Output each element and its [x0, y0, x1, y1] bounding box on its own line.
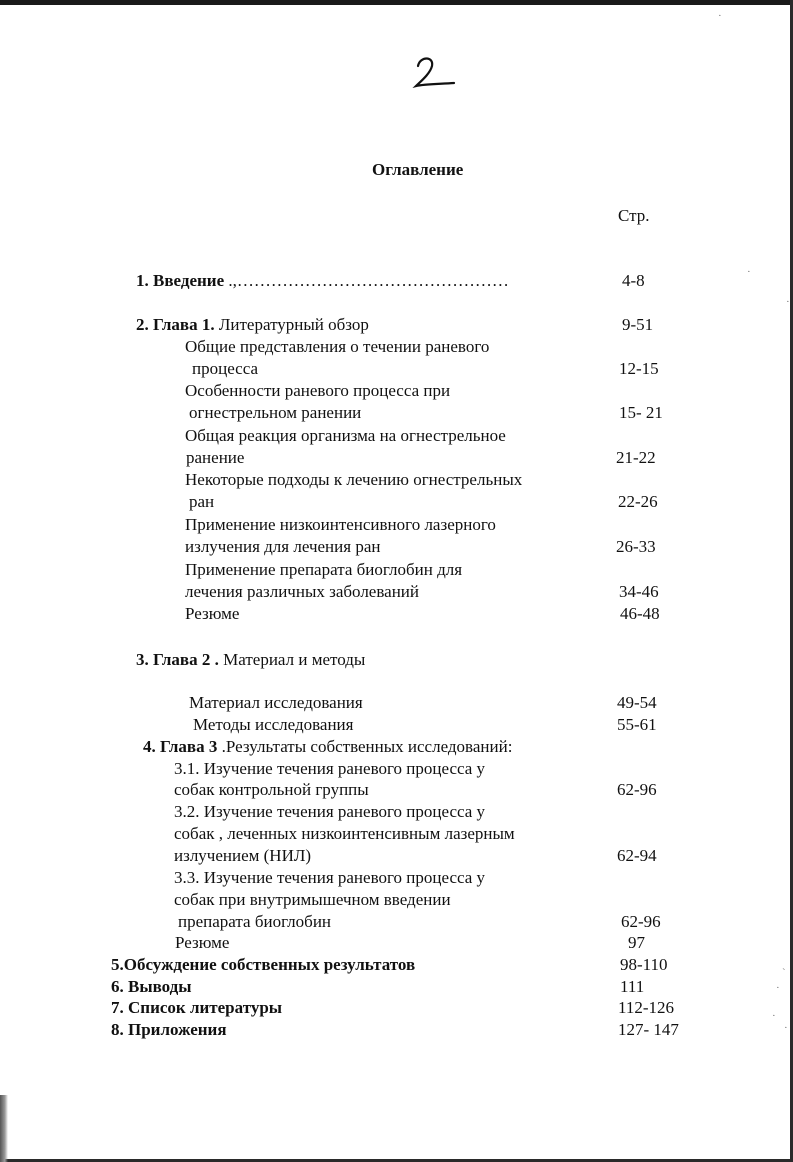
handwritten-page-number — [410, 52, 456, 92]
toc-entry-chapter-3 — [143, 737, 512, 757]
toc-page: 12-15 — [619, 359, 659, 378]
toc-page: 15- 21 — [619, 403, 663, 422]
toc-chapter-label: Глава 3 — [160, 737, 218, 756]
toc-page: 62-96 — [617, 780, 657, 799]
toc-entry-number: 2. — [136, 315, 149, 334]
toc-chapter-label: Глава 1. — [153, 315, 215, 334]
toc-subentry-line: лечения различных заболеваний — [185, 582, 419, 601]
toc-subentry-line: препарата биоглобин — [178, 912, 332, 931]
toc-subentry-line: собак , леченных низкоинтенсивным лазерным — [174, 824, 515, 843]
toc-entry-chapter-2 — [136, 650, 365, 670]
scan-speck: · — [747, 266, 751, 278]
toc-subentry-line: Применение низкоинтенсивного лазерного — [185, 515, 496, 534]
toc-resume: Резюме — [185, 604, 240, 623]
toc-page: 62-94 — [617, 846, 657, 865]
toc-entry-references: 7. Список литературы — [111, 998, 283, 1017]
toc-subentry-line: Некоторые подходы к лечению огнестрельных — [185, 470, 523, 489]
toc-page: 49-54 — [617, 693, 657, 712]
toc-entry-appendix: 8. Приложения — [111, 1020, 227, 1039]
toc-page: 46-48 — [620, 604, 660, 623]
toc-entry-conclusions: 6. Выводы — [111, 977, 192, 996]
scan-speck: · — [786, 296, 790, 308]
scan-left-smudge — [0, 1095, 8, 1162]
toc-entry-number: 4. — [143, 737, 156, 756]
toc-page-chapter-1: 9-51 — [622, 315, 654, 334]
toc-page: 111 — [620, 977, 645, 996]
page-column-header: Стр. — [618, 206, 650, 225]
scan-speck: · — [784, 1022, 788, 1034]
toc-subentry-line: огнестрельном ранении — [189, 403, 362, 422]
toc-subentry-line: собак при внутримышечном введении — [174, 890, 451, 909]
toc-entry-number: 1. — [136, 271, 149, 290]
toc-subentry-line: Общие представления о течении раневого — [185, 337, 490, 356]
toc-title: Оглавление — [372, 160, 464, 179]
scan-speck: · — [772, 1010, 776, 1022]
scan-top-edge — [0, 0, 793, 5]
toc-subentry-line: 3.2. Изучение течения раневого процесса у — [174, 802, 486, 821]
toc-page: 55-61 — [617, 715, 657, 734]
toc-subentry-line: Общая реакция организма на огнестрельное — [185, 426, 506, 445]
scan-speck: ˴ — [782, 962, 786, 974]
scan-speck: · — [718, 10, 722, 22]
toc-subentry-line: Материал исследования — [189, 693, 363, 712]
toc-entry-number: 3. — [136, 650, 149, 669]
toc-entry-discussion: 5.Обсуждение собственных результатов — [111, 955, 416, 974]
toc-subentry-line: ран — [189, 492, 215, 511]
toc-subentry-line: Особенности раневого процесса при — [185, 381, 451, 400]
toc-entry-label: Введение — [153, 271, 225, 290]
toc-subentry-line: Методы исследования — [193, 715, 354, 734]
toc-subentry-line: Применение препарата биоглобин для — [185, 560, 463, 579]
toc-page: 97 — [628, 933, 645, 952]
toc-page: 127- 147 — [618, 1020, 679, 1039]
toc-entry-label: .Результаты собственных исследований: — [217, 737, 513, 756]
toc-page: 26-33 — [616, 537, 656, 556]
toc-subentry-line: ранение — [186, 448, 245, 467]
toc-leader-dots: .,………………………………………… — [224, 271, 509, 290]
toc-entry-label: Материал и методы — [218, 650, 366, 669]
toc-page: 34-46 — [619, 582, 659, 601]
toc-page: 98-110 — [620, 955, 668, 974]
toc-page: 62-96 — [621, 912, 661, 931]
toc-entry-chapter-1 — [136, 315, 369, 335]
toc-subentry-line: излучения для лечения ран — [185, 537, 381, 556]
toc-entry-label: Литературный обзор — [214, 315, 369, 334]
toc-subentry-line: 3.1. Изучение течения раневого процесса у — [174, 759, 486, 778]
toc-subentry-line: процесса — [192, 359, 259, 378]
toc-resume: Резюме — [175, 933, 230, 952]
toc-chapter-label: Глава 2 . — [153, 650, 219, 669]
scan-speck: · — [776, 982, 780, 994]
toc-page: 112-126 — [618, 998, 675, 1017]
toc-page: 21-22 — [616, 448, 656, 467]
toc-page-intro: 4-8 — [622, 271, 645, 290]
toc-page: 22-26 — [618, 492, 658, 511]
toc-subentry-line: излучением (НИЛ) — [174, 846, 312, 865]
toc-subentry-line: собак контрольной группы — [174, 780, 369, 799]
toc-subentry-line: 3.3. Изучение течения раневого процесса у — [174, 868, 486, 887]
toc-entry-intro — [136, 271, 509, 291]
